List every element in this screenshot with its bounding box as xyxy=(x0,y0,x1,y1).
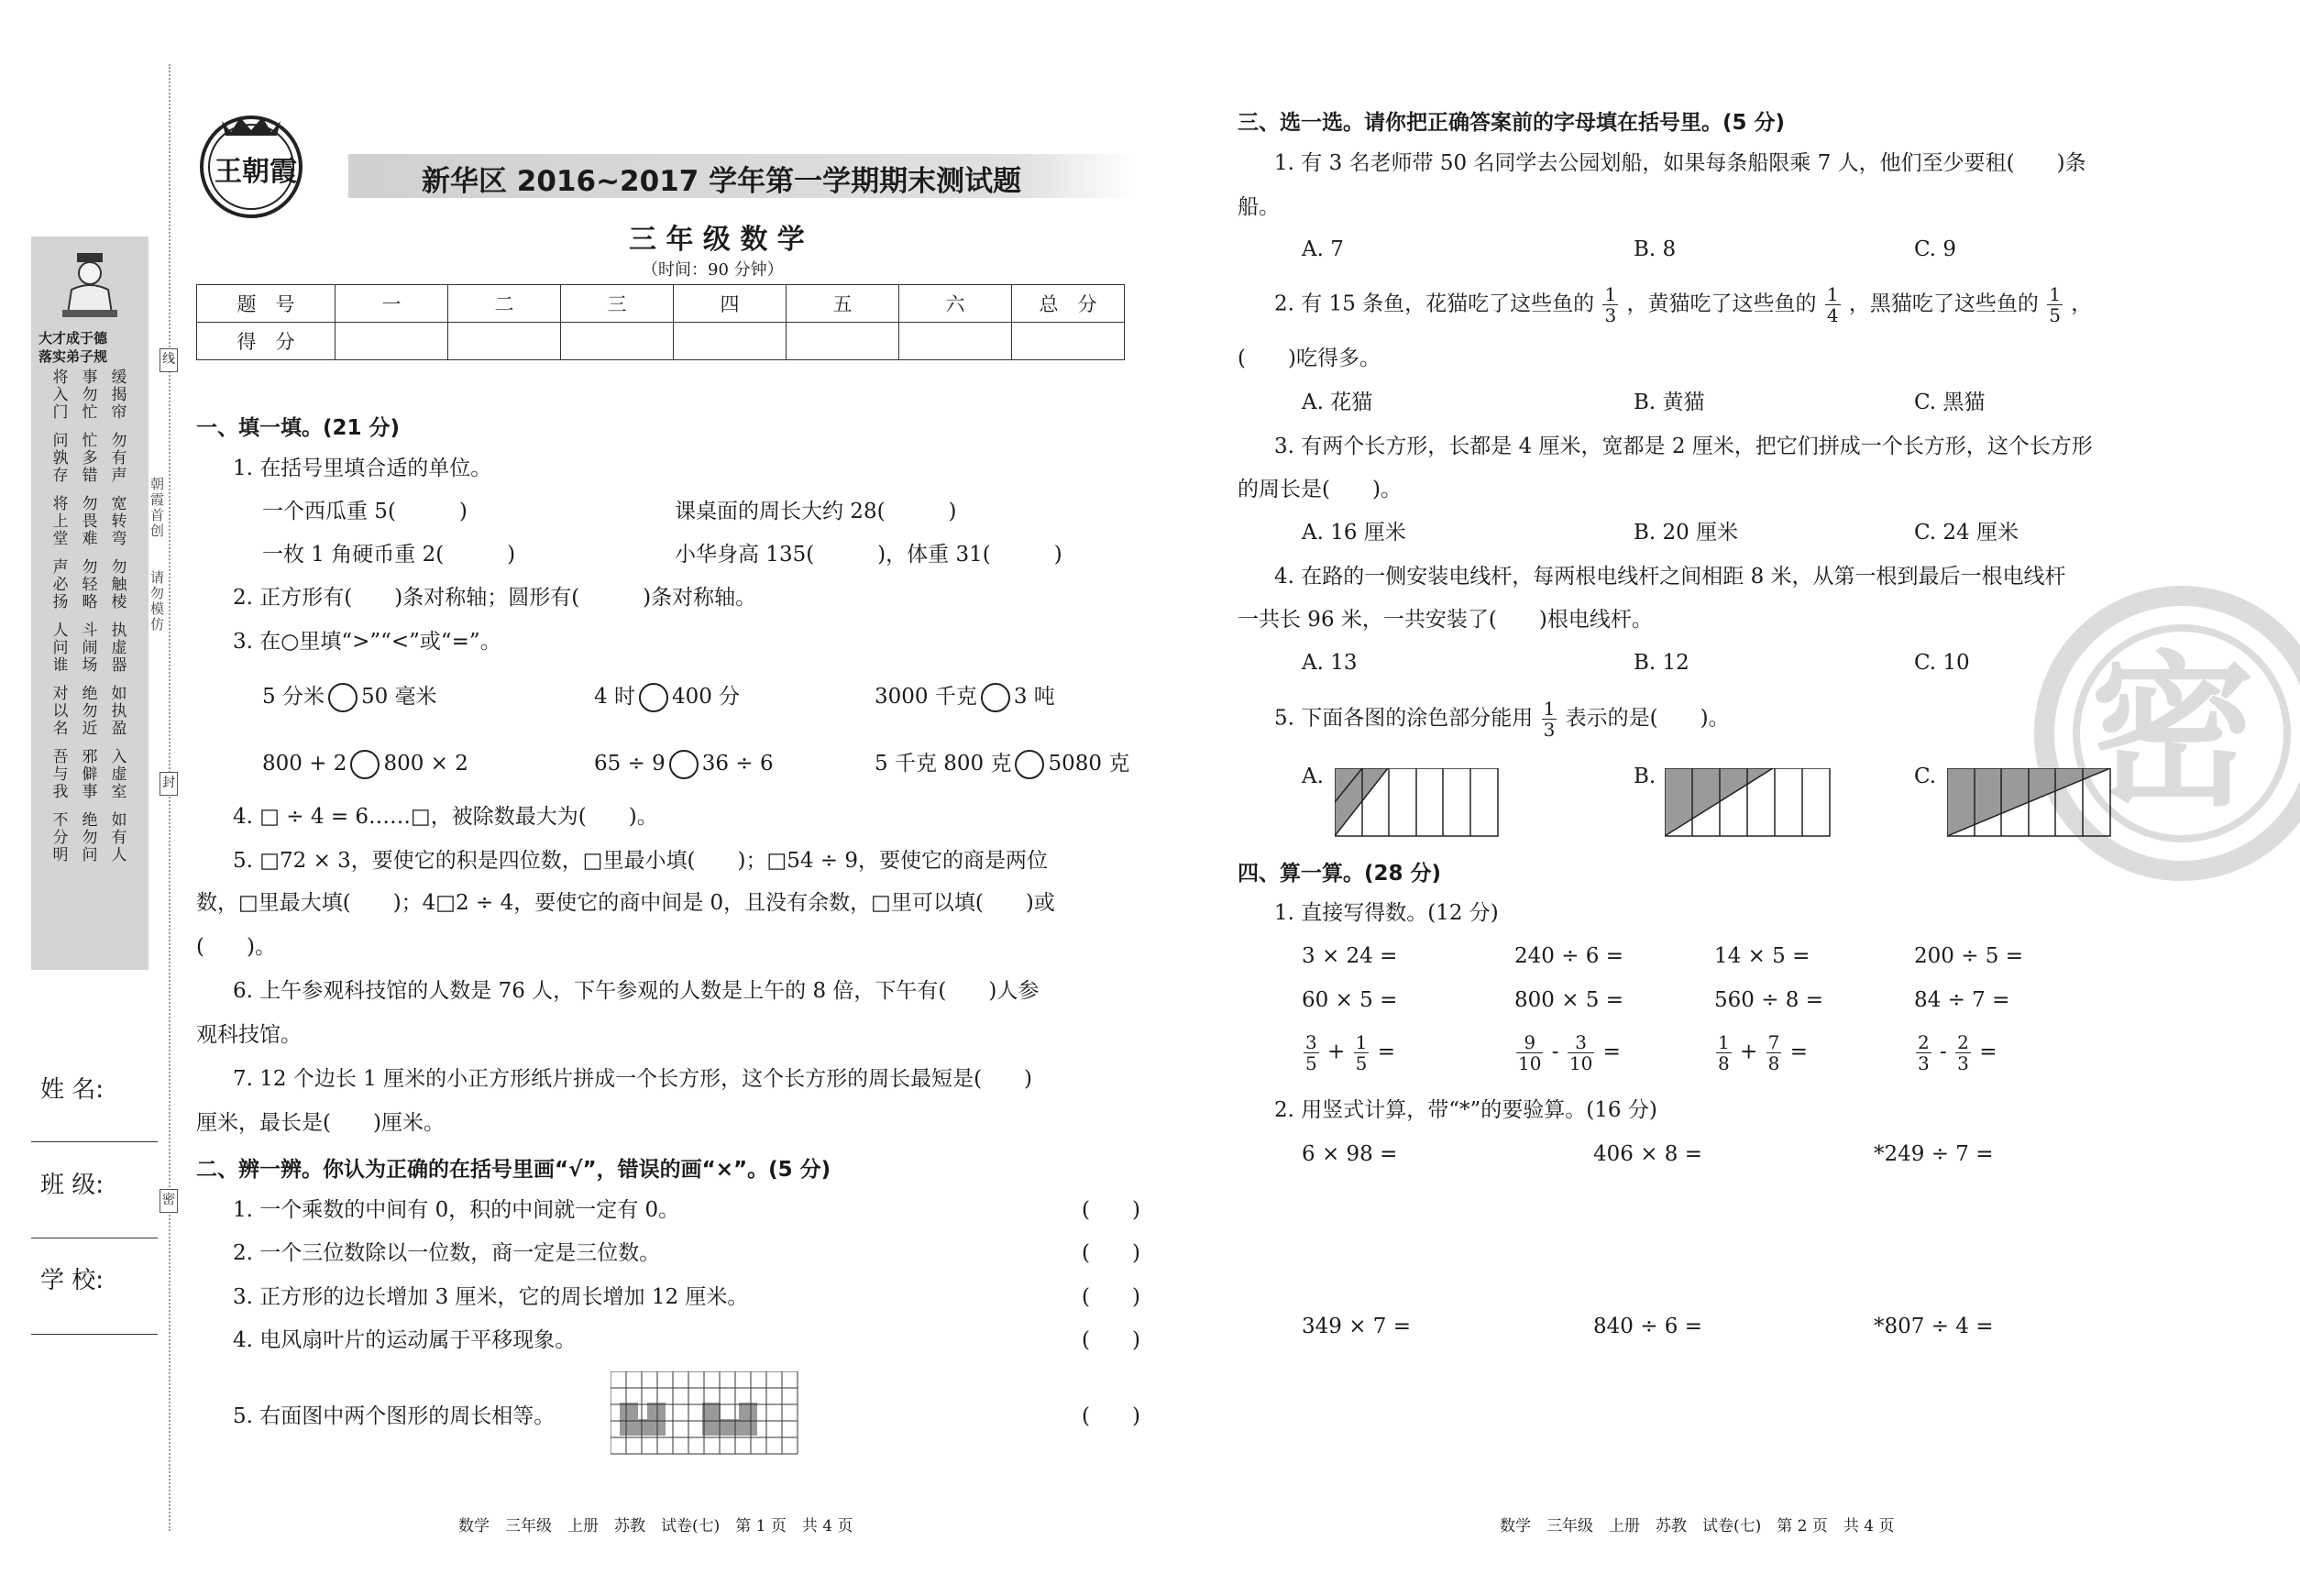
name-label: 姓 名: xyxy=(40,1076,105,1104)
choice-4-line-1: 4. 在路的一侧安装电线杆，每两根电线杆之间相距 8 米，从第一根到最后一根电线杆 xyxy=(1274,565,2066,589)
choice-2-option-c[interactable]: C. 黑猫 xyxy=(1914,391,1986,414)
score-cell-2[interactable] xyxy=(448,323,561,360)
fraction-one-third: $\frac{1}{3}$ xyxy=(1604,283,1617,326)
question-6-line-1: 6. 上午参观科技馆的人数是 76 人，下午参观的人数是上午的 8 倍，下午有( )人参 xyxy=(233,979,1040,1003)
question-1d: 小华身高 135( )，体重 31( ) xyxy=(675,543,1062,567)
choice-2-line-2: ( )吃得多。 xyxy=(1238,347,1381,370)
compare-circle[interactable] xyxy=(350,750,380,779)
score-row-label: 得 分 xyxy=(197,323,336,360)
score-cell-6[interactable] xyxy=(899,323,1012,360)
fraction-one-third: $\frac{1}{3}$ xyxy=(1543,698,1556,741)
judge-4-answer[interactable]: ( ) xyxy=(1082,1328,1140,1352)
vertical-calc-2: 406 × 8 = xyxy=(1593,1142,1703,1166)
brand-logo xyxy=(194,108,308,222)
figure-c xyxy=(1947,768,2112,842)
time-note: （时间：90 分钟） xyxy=(642,260,784,280)
side-motto-panel xyxy=(31,237,149,970)
score-col-6: 六 xyxy=(899,285,1012,323)
motto-bottom: 落实弟子规 xyxy=(39,348,108,365)
choice-1-line-2: 船。 xyxy=(1238,195,1280,219)
frac-calc-3: $\frac{1}{8}$ + $\frac{7}{8}$ = xyxy=(1718,1031,1808,1074)
calc-1-1: 3 × 24 = xyxy=(1302,944,1398,968)
figure-b xyxy=(1665,768,1832,842)
choice-2-option-b[interactable]: B. 黄猫 xyxy=(1634,391,1705,414)
score-cell-3[interactable] xyxy=(561,323,674,360)
calc-2-4: 84 ÷ 7 = xyxy=(1914,988,2010,1012)
vertical-calc-6: *807 ÷ 4 = xyxy=(1874,1315,1994,1338)
choice-4-option-c[interactable]: C. 10 xyxy=(1914,651,1970,675)
section-2-title: 二、辨一辨。你认为正确的在括号里画“√”，错误的画“×”。(5 分) xyxy=(196,1158,831,1182)
calc-1-3: 14 × 5 = xyxy=(1714,944,1810,968)
calc-instruction-2: 2. 用竖式计算，带“*”的要验算。(16 分) xyxy=(1274,1098,1657,1122)
footer-page-1: 数学 三年级 上册 苏教 试卷(七) 第 1 页 共 4 页 xyxy=(458,1517,853,1535)
question-5-line-3: ( )。 xyxy=(196,935,276,959)
compare-circle[interactable] xyxy=(981,683,1010,712)
question-1: 1. 在括号里填合适的单位。 xyxy=(233,457,492,480)
scholar-illustration xyxy=(59,249,121,323)
question-4: 4. □ ÷ 4 = 6……□，被除数最大为( )。 xyxy=(233,805,658,829)
choice-3-option-c[interactable]: C. 24 厘米 xyxy=(1914,521,2019,545)
compare-6: 5 千克 800 克 5080 克 xyxy=(875,750,1129,779)
footer-page-2: 数学 三年级 上册 苏教 试卷(七) 第 2 页 共 4 页 xyxy=(1500,1517,1895,1535)
watermark-char: 密 xyxy=(2090,635,2256,829)
choice-3-option-a[interactable]: A. 16 厘米 xyxy=(1302,521,1406,545)
motto-column-2: 事勿忙 忙多错 勿畏难 勿轻略 斗闹场 绝勿近 邪僻事 绝勿问 xyxy=(82,369,98,864)
vertical-calc-5: 840 ÷ 6 = xyxy=(1593,1315,1703,1338)
compare-circle[interactable] xyxy=(639,683,668,712)
question-3: 3. 在○里填“>”“<”或“=”。 xyxy=(233,630,501,654)
score-cell-5[interactable] xyxy=(787,323,899,360)
vertical-calc-4: 349 × 7 = xyxy=(1302,1315,1412,1338)
motto-column-1: 将入门 问孰存 将上堂 声必扬 人问谁 对以名 吾与我 不分明 xyxy=(52,369,69,864)
choice-5-line: 5. 下面各图的涂色部分能用 $\frac{1}{3}$ 表示的是( )。 xyxy=(1274,698,1730,741)
section-4-title: 四、算一算。(28 分) xyxy=(1238,862,1442,886)
score-col-5: 五 xyxy=(787,285,899,323)
choice-3-line-1: 3. 有两个长方形，长都是 4 厘米，宽都是 2 厘米，把它们拼成一个长方形，这个长方形 xyxy=(1274,435,2093,458)
compare-5: 65 ÷ 9 36 ÷ 6 xyxy=(594,750,774,779)
choice-4-option-a[interactable]: A. 13 xyxy=(1302,651,1358,675)
watermark-seal xyxy=(2026,578,2300,889)
subject-title: 三 年 级 数 学 xyxy=(629,224,805,256)
figure-c-label[interactable]: C. xyxy=(1914,765,1937,788)
score-col-3: 三 xyxy=(561,285,674,323)
compare-1: 5 分米 50 毫米 xyxy=(262,683,437,712)
question-7-line-1: 7. 12 个边长 1 厘米的小正方形纸片拼成一个长方形，这个长方形的周长最短是( ) xyxy=(233,1067,1033,1091)
question-1b: 课桌面的周长大约 28( ) xyxy=(675,500,957,523)
question-2: 2. 正方形有( )条对称轴；圆形有( )条对称轴。 xyxy=(233,586,757,610)
score-header-row xyxy=(197,285,1125,323)
score-cell-1[interactable] xyxy=(336,323,448,360)
question-5-line-1: 5. □72 × 3，要使它的积是四位数，□里最小填( )；□54 ÷ 9，要使它的商是两位 xyxy=(233,849,1048,873)
judge-3-answer[interactable]: ( ) xyxy=(1082,1285,1140,1309)
frac-calc-1: $\frac{3}{5}$ + $\frac{1}{5}$ = xyxy=(1305,1031,1395,1074)
compare-circle[interactable] xyxy=(328,683,358,712)
seal-mark-mi: 密 xyxy=(160,1189,178,1213)
compare-circle[interactable] xyxy=(669,750,699,779)
score-table xyxy=(196,284,1125,360)
binding-dotted-line xyxy=(169,64,171,1531)
choice-3-option-b[interactable]: B. 20 厘米 xyxy=(1634,521,1739,545)
motto-top: 大才成于德 xyxy=(39,330,108,347)
question-1c: 一枚 1 角硬币重 2( ) xyxy=(262,543,516,567)
fraction-one-fifth: $\frac{1}{5}$ xyxy=(2049,283,2061,326)
school-field[interactable] xyxy=(31,1334,158,1335)
judge-3: 3. 正方形的边长增加 3 厘米，它的周长增加 12 厘米。 xyxy=(233,1285,749,1309)
calc-2-2: 800 × 5 = xyxy=(1514,988,1624,1012)
vertical-note-original: 朝霞首创 xyxy=(150,476,165,539)
score-col-4: 四 xyxy=(674,285,787,323)
class-label: 班 级: xyxy=(40,1172,105,1199)
section-3-title: 三、选一选。请你把正确答案前的字母填在括号里。(5 分) xyxy=(1238,111,1786,135)
compare-circle[interactable] xyxy=(1015,750,1044,779)
choice-1-option-b[interactable]: B. 8 xyxy=(1634,237,1677,261)
score-col-label: 题 号 xyxy=(197,285,336,323)
choice-4-line-2: 一共长 96 米，一共安装了( )根电线杆。 xyxy=(1238,608,1653,632)
question-7-line-2: 厘米，最长是( )厘米。 xyxy=(196,1111,445,1135)
frac-calc-4: $\frac{2}{3}$ - $\frac{2}{3}$ = xyxy=(1918,1031,1997,1074)
judge-4: 4. 电风扇叶片的运动属于平移现象。 xyxy=(233,1328,577,1352)
motto-column-3: 缓揭帘 勿有声 宽转弯 勿触棱 执虚器 如执盈 入虚室 如有人 xyxy=(111,369,127,864)
compare-4: 800 + 2 800 × 2 xyxy=(262,750,468,779)
frac-calc-2: $\frac{9}{10}$ - $\frac{3}{10}$ = xyxy=(1518,1031,1621,1074)
seal-mark-feng: 封 xyxy=(160,772,178,796)
figure-a xyxy=(1335,768,1500,842)
calc-instruction-1: 1. 直接写得数。(12 分) xyxy=(1274,901,1499,925)
grid-figure xyxy=(611,1371,799,1459)
school-label: 学 校: xyxy=(40,1267,105,1294)
judge-1-answer[interactable]: ( ) xyxy=(1082,1198,1140,1222)
calc-1-4: 200 ÷ 5 = xyxy=(1914,944,2024,968)
score-col-2: 二 xyxy=(448,285,561,323)
choice-1-option-c[interactable]: C. 9 xyxy=(1914,237,1957,261)
question-1a: 一个西瓜重 5( ) xyxy=(262,500,468,523)
choice-1-option-a[interactable]: A. 7 xyxy=(1302,237,1344,261)
score-cell-total[interactable] xyxy=(1012,323,1125,360)
logo-text: 王朝霞 xyxy=(215,156,297,188)
score-cell-4[interactable] xyxy=(674,323,787,360)
choice-3-line-2: 的周长是( )。 xyxy=(1238,478,1402,501)
vertical-calc-3: *249 ÷ 7 = xyxy=(1874,1142,1994,1166)
judge-1: 1. 一个乘数的中间有 0，积的中间就一定有 0。 xyxy=(233,1198,680,1222)
score-value-row xyxy=(197,323,1125,360)
judge-5: 5. 右面图中两个图形的周长相等。 xyxy=(233,1404,556,1428)
judge-2-answer[interactable]: ( ) xyxy=(1082,1241,1140,1265)
name-field[interactable] xyxy=(31,1141,158,1142)
choice-1-line-1: 1. 有 3 名老师带 50 名同学去公园划船，如果每条船限乘 7 人，他们至少要租( )条 xyxy=(1274,151,2086,175)
question-6-line-2: 观科技馆。 xyxy=(196,1023,302,1047)
calc-2-3: 560 ÷ 8 = xyxy=(1714,988,1824,1012)
section-1-title: 一、填一填。(21 分) xyxy=(196,416,401,440)
judge-5-answer[interactable]: ( ) xyxy=(1082,1404,1140,1428)
calc-2-1: 60 × 5 = xyxy=(1302,988,1398,1012)
vertical-calc-1: 6 × 98 = xyxy=(1302,1142,1398,1166)
fraction-one-quarter: $\frac{1}{4}$ xyxy=(1826,283,1839,326)
figure-b-label[interactable]: B. xyxy=(1634,765,1656,788)
exam-title: 新华区 2016~2017 学年第一学期期末测试题 xyxy=(422,165,1022,198)
score-col-1: 一 xyxy=(336,285,448,323)
question-5-line-2: 数，□里最大填( )；4□2 ÷ 4，要使它的商中间是 0，且没有余数，□里可以填( )或 xyxy=(196,891,1055,915)
calc-1-2: 240 ÷ 6 = xyxy=(1514,944,1624,968)
choice-2-option-a[interactable]: A. 花猫 xyxy=(1302,391,1373,414)
compare-3: 3000 千克 3 吨 xyxy=(875,683,1055,712)
compare-2: 4 时 400 分 xyxy=(594,683,740,712)
choice-2-line-1: 2. 有 15 条鱼，花猫吃了这些鱼的 $\frac{1}{3}$ ，黄猫吃了这些鱼的 $\frac{1}{4}$ ，黑猫吃了这些鱼的 $\frac{1}{5}$ ， xyxy=(1274,283,2093,326)
figure-a-label[interactable]: A. xyxy=(1302,765,1324,788)
score-col-total: 总 分 xyxy=(1012,285,1125,323)
seal-mark-xian: 线 xyxy=(160,348,178,372)
choice-4-option-b[interactable]: B. 12 xyxy=(1634,651,1689,675)
judge-2: 2. 一个三位数除以一位数，商一定是三位数。 xyxy=(233,1241,661,1265)
vertical-note-no-copy: 请勿模仿 xyxy=(150,569,165,633)
